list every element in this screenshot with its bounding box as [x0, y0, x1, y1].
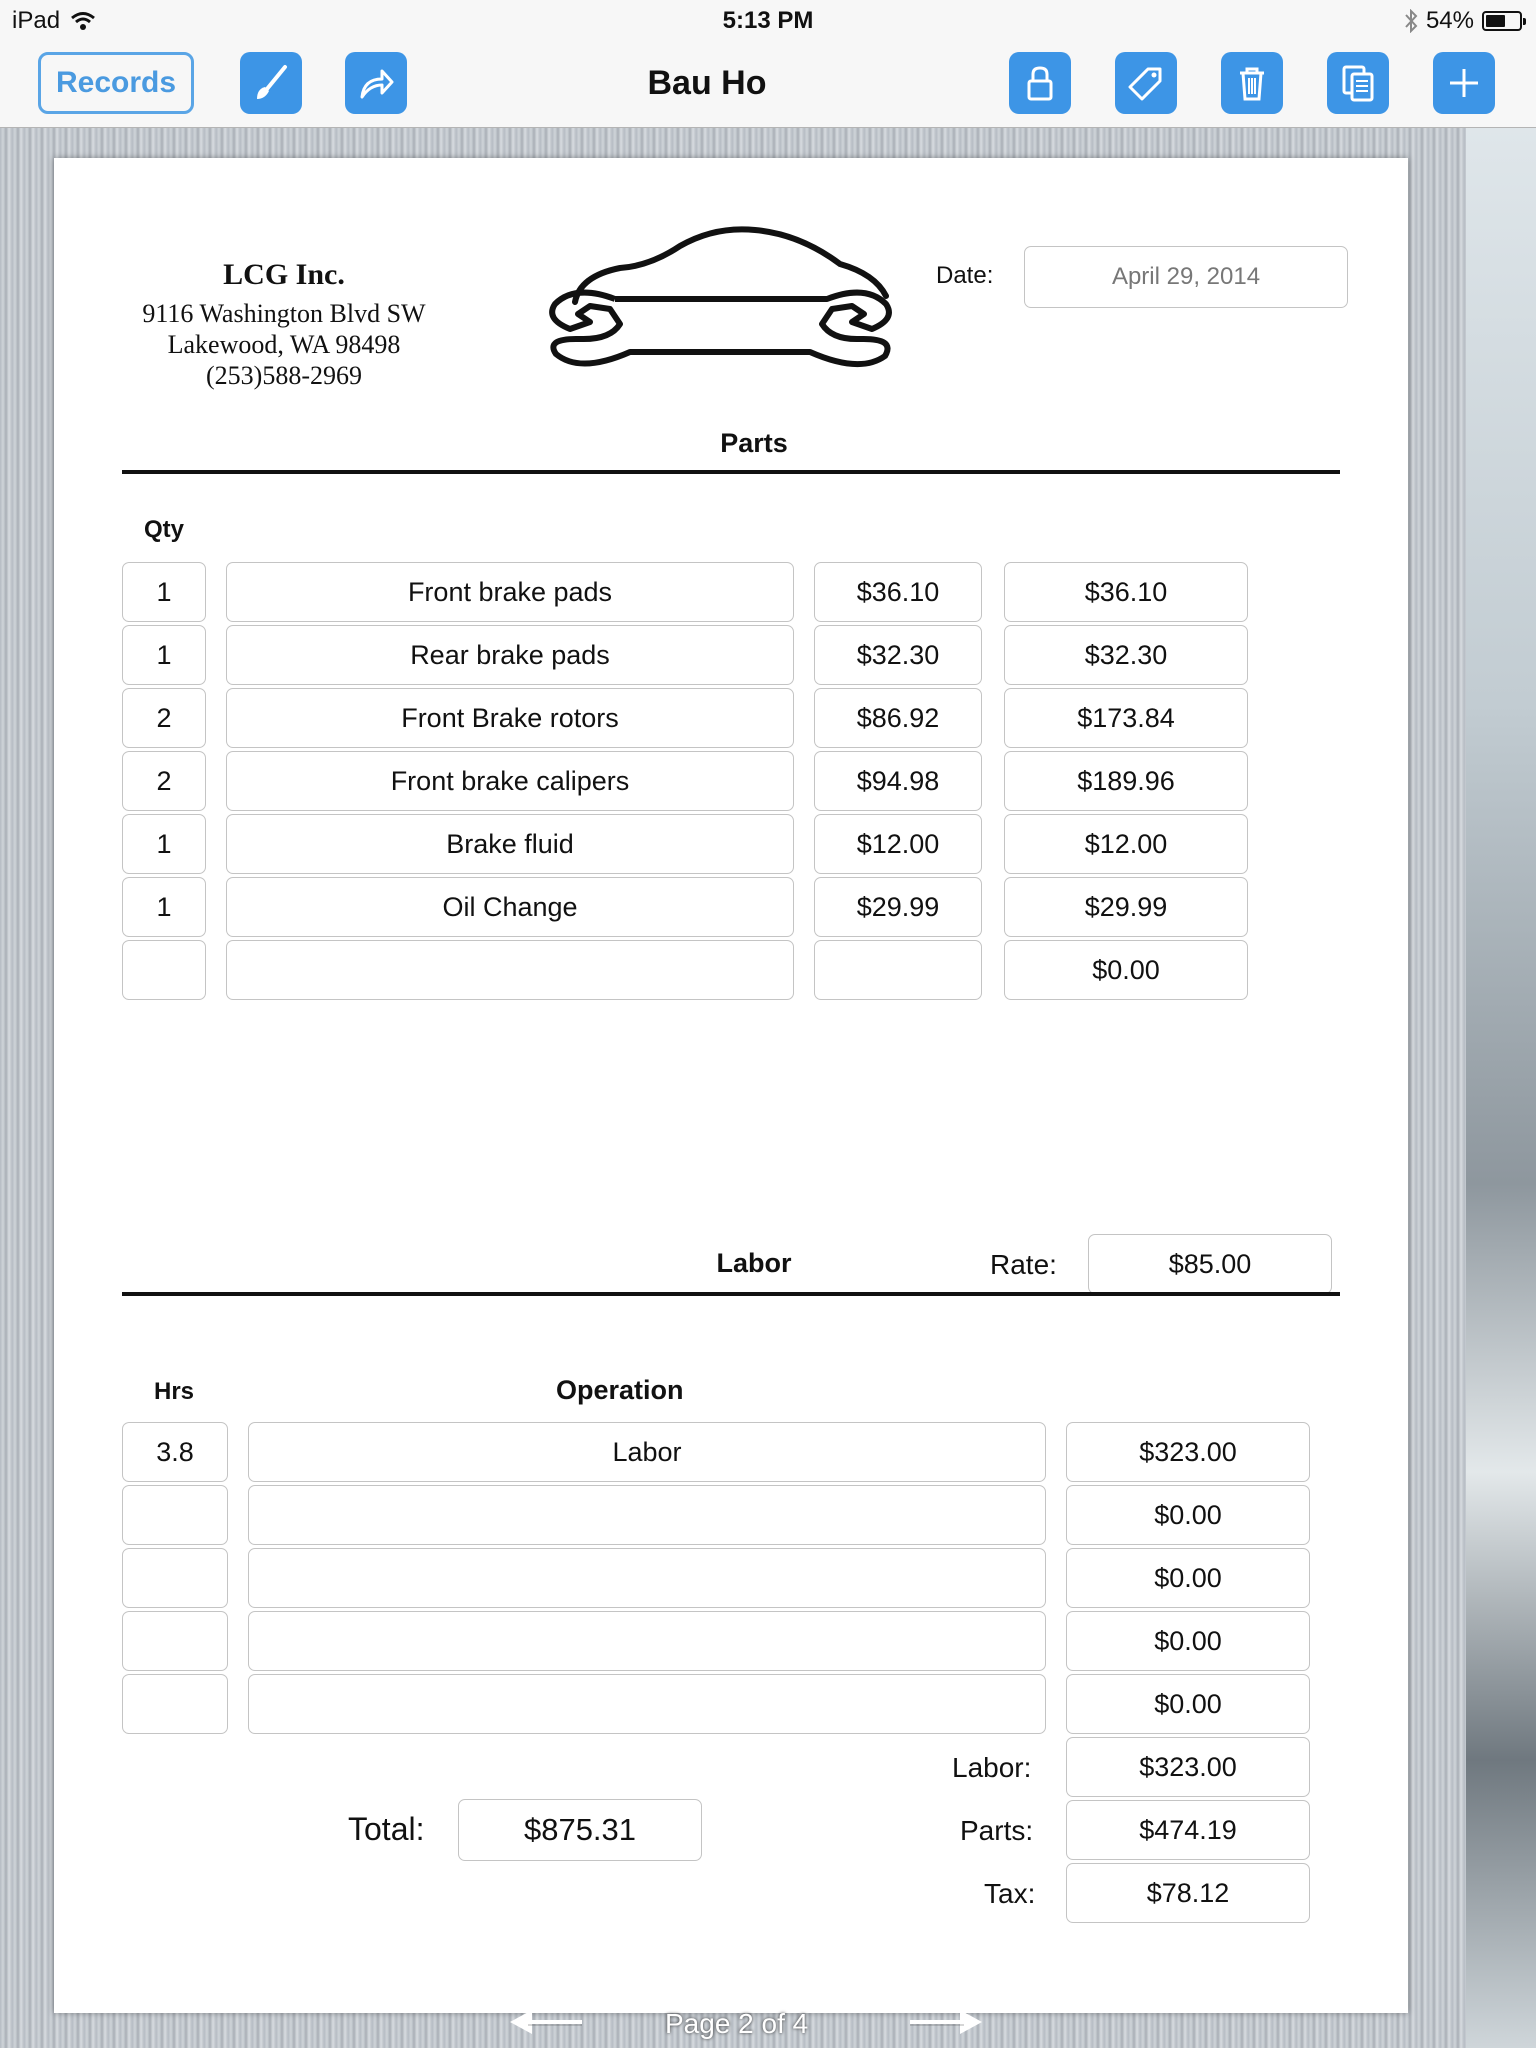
qty-field[interactable]	[122, 940, 206, 1000]
battery-icon	[1482, 11, 1522, 31]
parts-total-field: $474.19	[1066, 1800, 1310, 1860]
qty-field[interactable]: 1	[122, 625, 206, 685]
device-name: iPad	[12, 7, 61, 34]
operation-field[interactable]: Labor	[248, 1422, 1046, 1482]
car-wrench-logo	[540, 224, 906, 374]
date-field[interactable]: April 29, 2014	[1024, 246, 1348, 308]
unit-price-field[interactable]: $86.92	[814, 688, 982, 748]
labor-amount-field: $0.00	[1066, 1548, 1310, 1608]
line-total-field: $173.84	[1004, 688, 1248, 748]
company-name: LCG Inc.	[223, 258, 345, 291]
hrs-header: Hrs	[154, 1378, 195, 1405]
unit-price-field[interactable]: $12.00	[814, 814, 982, 874]
hours-field[interactable]	[122, 1548, 228, 1608]
line-total-field: $36.10	[1004, 562, 1248, 622]
unit-price-field[interactable]: $32.30	[814, 625, 982, 685]
add-button[interactable]	[1433, 52, 1495, 114]
clock: 5:13 PM	[722, 7, 814, 34]
tag-icon	[1126, 63, 1166, 103]
toolbar	[0, 40, 1536, 128]
qty-field[interactable]: 1	[122, 562, 206, 622]
line-total-field: $32.30	[1004, 625, 1248, 685]
next-page-icon[interactable]	[908, 2006, 984, 2038]
hours-field[interactable]	[122, 1611, 228, 1671]
description-field[interactable]	[226, 940, 794, 1000]
line-total-field: $189.96	[1004, 751, 1248, 811]
date-label: Date:	[936, 262, 994, 289]
operation-field[interactable]	[248, 1674, 1046, 1734]
delete-button[interactable]	[1221, 52, 1283, 114]
description-field[interactable]: Front brake pads	[226, 562, 794, 622]
qty-header: Qty	[144, 516, 185, 543]
description-field[interactable]: Front Brake rotors	[226, 688, 794, 748]
company-address-line2: Lakewood, WA 98498	[167, 330, 401, 359]
rate-label: Rate:	[990, 1249, 1057, 1280]
operation-field[interactable]	[248, 1611, 1046, 1671]
plus-icon	[1444, 63, 1484, 103]
line-total-field: $29.99	[1004, 877, 1248, 937]
company-phone: (253)588-2969	[206, 361, 362, 390]
qty-field[interactable]: 2	[122, 751, 206, 811]
hours-field[interactable]: 3.8	[122, 1422, 228, 1482]
parts-title: Parts	[720, 428, 788, 458]
operation-field[interactable]	[248, 1548, 1046, 1608]
status-bar	[0, 0, 1536, 40]
unit-price-field[interactable]: $36.10	[814, 562, 982, 622]
line-total-field: $0.00	[1004, 940, 1248, 1000]
tag-button[interactable]	[1115, 52, 1177, 114]
labor-title: Labor	[716, 1248, 792, 1278]
status-right	[1404, 7, 1522, 35]
lock-button[interactable]	[1009, 52, 1071, 114]
tax-field: $78.12	[1066, 1863, 1310, 1923]
tax-label: Tax:	[984, 1878, 1036, 1909]
page-navigation	[0, 2006, 1536, 2048]
qty-field[interactable]: 2	[122, 688, 206, 748]
page-indicator: Page 2 of 4	[665, 2008, 809, 2039]
labor-amount-field: $0.00	[1066, 1674, 1310, 1734]
trash-icon	[1232, 63, 1272, 103]
invoice-page	[54, 158, 1408, 2013]
company-info	[124, 258, 444, 391]
unit-price-field[interactable]: $29.99	[814, 877, 982, 937]
qty-field[interactable]: 1	[122, 814, 206, 874]
records-button[interactable]: Records	[38, 52, 194, 114]
copy-icon	[1338, 63, 1378, 103]
grand-total-field: $875.31	[458, 1799, 702, 1861]
company-address-line1: 9116 Washington Blvd SW	[142, 299, 426, 328]
labor-amount-field: $323.00	[1066, 1422, 1310, 1482]
bluetooth-icon	[1404, 9, 1418, 33]
copy-button[interactable]	[1327, 52, 1389, 114]
unit-price-field[interactable]	[814, 940, 982, 1000]
labor-total-label: Labor:	[952, 1752, 1032, 1783]
previous-page-icon[interactable]	[508, 2006, 584, 2038]
labor-divider	[122, 1292, 1340, 1296]
parts-total-label: Parts:	[960, 1815, 1034, 1846]
hours-field[interactable]	[122, 1485, 228, 1545]
unit-price-field[interactable]: $94.98	[814, 751, 982, 811]
description-field[interactable]: Brake fluid	[226, 814, 794, 874]
description-field[interactable]: Front brake calipers	[226, 751, 794, 811]
lock-icon	[1020, 63, 1060, 103]
page-title: Bau Ho	[647, 64, 767, 102]
description-field[interactable]: Oil Change	[226, 877, 794, 937]
qty-field[interactable]: 1	[122, 877, 206, 937]
parts-divider	[122, 470, 1340, 474]
operation-field[interactable]	[248, 1485, 1046, 1545]
battery-percent: 54%	[1425, 7, 1474, 34]
description-field[interactable]: Rear brake pads	[226, 625, 794, 685]
background-edge	[1466, 128, 1536, 2048]
line-total-field: $12.00	[1004, 814, 1248, 874]
grand-total-label: Total:	[348, 1811, 425, 1847]
rate-field[interactable]: $85.00	[1088, 1234, 1332, 1294]
labor-amount-field: $0.00	[1066, 1485, 1310, 1545]
operation-header: Operation	[556, 1375, 684, 1405]
labor-amount-field: $0.00	[1066, 1611, 1310, 1671]
hours-field[interactable]	[122, 1674, 228, 1734]
labor-total-field: $323.00	[1066, 1737, 1310, 1797]
